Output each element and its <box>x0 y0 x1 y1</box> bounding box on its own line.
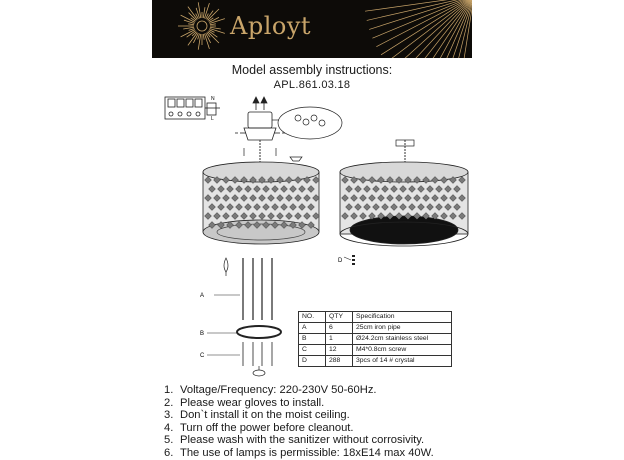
table-row <box>299 356 452 367</box>
table-row <box>299 334 452 345</box>
screws-icon <box>243 342 272 366</box>
callout-b-label: B <box>200 331 205 337</box>
row-spec: M4*0.8cm screw <box>353 345 452 356</box>
brand-name: Aployt <box>230 12 312 40</box>
row-qty: 6 <box>326 323 353 334</box>
list-item <box>164 384 434 397</box>
note-number: 6. <box>164 446 174 459</box>
note-number: 4. <box>164 421 174 434</box>
callout-d-label: D <box>338 258 343 264</box>
table-header-row <box>299 312 452 323</box>
note-number: 1. <box>164 384 174 396</box>
row-spec: 3pcs of 14 # crystal <box>353 356 452 367</box>
row-qty: 1 <box>326 334 353 345</box>
header-qty: QTY <box>326 312 353 323</box>
note-text: Don`t install it on the moist ceiling. <box>180 409 350 422</box>
note-number: 3. <box>164 409 174 422</box>
document-title: Model assembly instructions: <box>231 63 393 77</box>
canopy-icon <box>235 112 285 140</box>
row-no: D <box>299 356 326 367</box>
note-number: 2. <box>164 396 174 409</box>
crystal-drum-shade-left <box>203 162 320 244</box>
note-text: Please wear gloves to install. <box>180 396 325 409</box>
note-number: 5. <box>164 434 174 447</box>
row-spec: 25cm iron pipe <box>353 323 452 334</box>
callout-a-label: A <box>200 293 205 299</box>
row-qty: 288 <box>326 356 353 367</box>
safety-notes-list <box>164 384 434 460</box>
crystal-pendant-icon <box>352 255 355 265</box>
bulb-icon <box>224 258 228 276</box>
iron-pipes-icon <box>243 258 272 320</box>
row-no: B <box>299 334 326 345</box>
header-no: NO. <box>299 312 326 323</box>
specification-table <box>298 311 452 367</box>
row-no: A <box>299 323 326 334</box>
table-row <box>299 345 452 356</box>
row-spec: Ø24.2cm stainless steel <box>353 334 452 345</box>
terminal-n-label: N <box>211 96 215 102</box>
callout-c-label: C <box>200 353 205 359</box>
terminal-l-label: L <box>211 116 214 122</box>
header-specification: Specification <box>353 312 452 323</box>
note-text: Please wash with the sanitizer without corrosivity. <box>180 434 425 447</box>
end-cap-icon <box>253 366 265 376</box>
row-qty: 12 <box>326 345 353 356</box>
note-text: The use of lamps is permissible: 18xE14 max 40W. <box>180 446 434 459</box>
list-item <box>164 397 434 410</box>
list-item <box>164 434 434 447</box>
model-number: APL.861.03.18 <box>273 79 351 91</box>
row-no: C <box>299 345 326 356</box>
table-row <box>299 323 452 334</box>
list-item <box>164 447 434 460</box>
list-item <box>164 422 434 435</box>
screw-icon <box>244 148 302 161</box>
steel-ring-icon <box>237 326 281 338</box>
list-item <box>164 409 434 422</box>
crystal-drum-shade-right <box>340 140 468 246</box>
note-text: Turn off the power before cleanout. <box>180 421 354 434</box>
sunburst-logo-icon <box>152 0 472 58</box>
note-text: Voltage/Frequency: 220-230V 50-60Hz. <box>180 384 377 396</box>
mounting-arrow-icon <box>253 97 267 110</box>
wiring-detail-icon <box>272 107 342 139</box>
brand-banner <box>152 0 472 58</box>
